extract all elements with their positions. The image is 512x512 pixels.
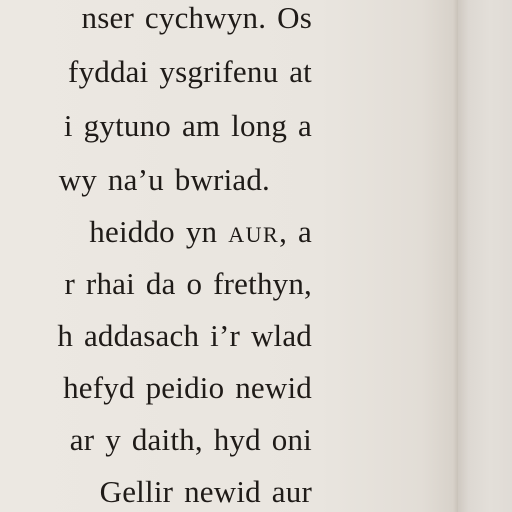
text-line: h addasach i’r wlad [57,318,312,353]
text-line: r rhai da o frethyn, [64,266,312,301]
text-fragment: , a [279,214,312,249]
text-line: ar y daith, hyd oni [69,422,312,457]
text-line: fyddai ysgrifenu at [68,54,312,89]
facing-page-margin [458,0,512,512]
text-line: nser cychwyn. Os [81,0,312,35]
text-line: wy na’u bwriad. [58,162,270,197]
text-line: hefyd peidio newid [63,370,312,405]
text-line: i gytuno am long a [63,108,312,143]
small-caps-word: AUR [228,222,280,247]
text-fragment: heiddo yn [89,214,218,249]
text-line [89,214,312,253]
text-line: Gellir newid aur [99,474,312,509]
